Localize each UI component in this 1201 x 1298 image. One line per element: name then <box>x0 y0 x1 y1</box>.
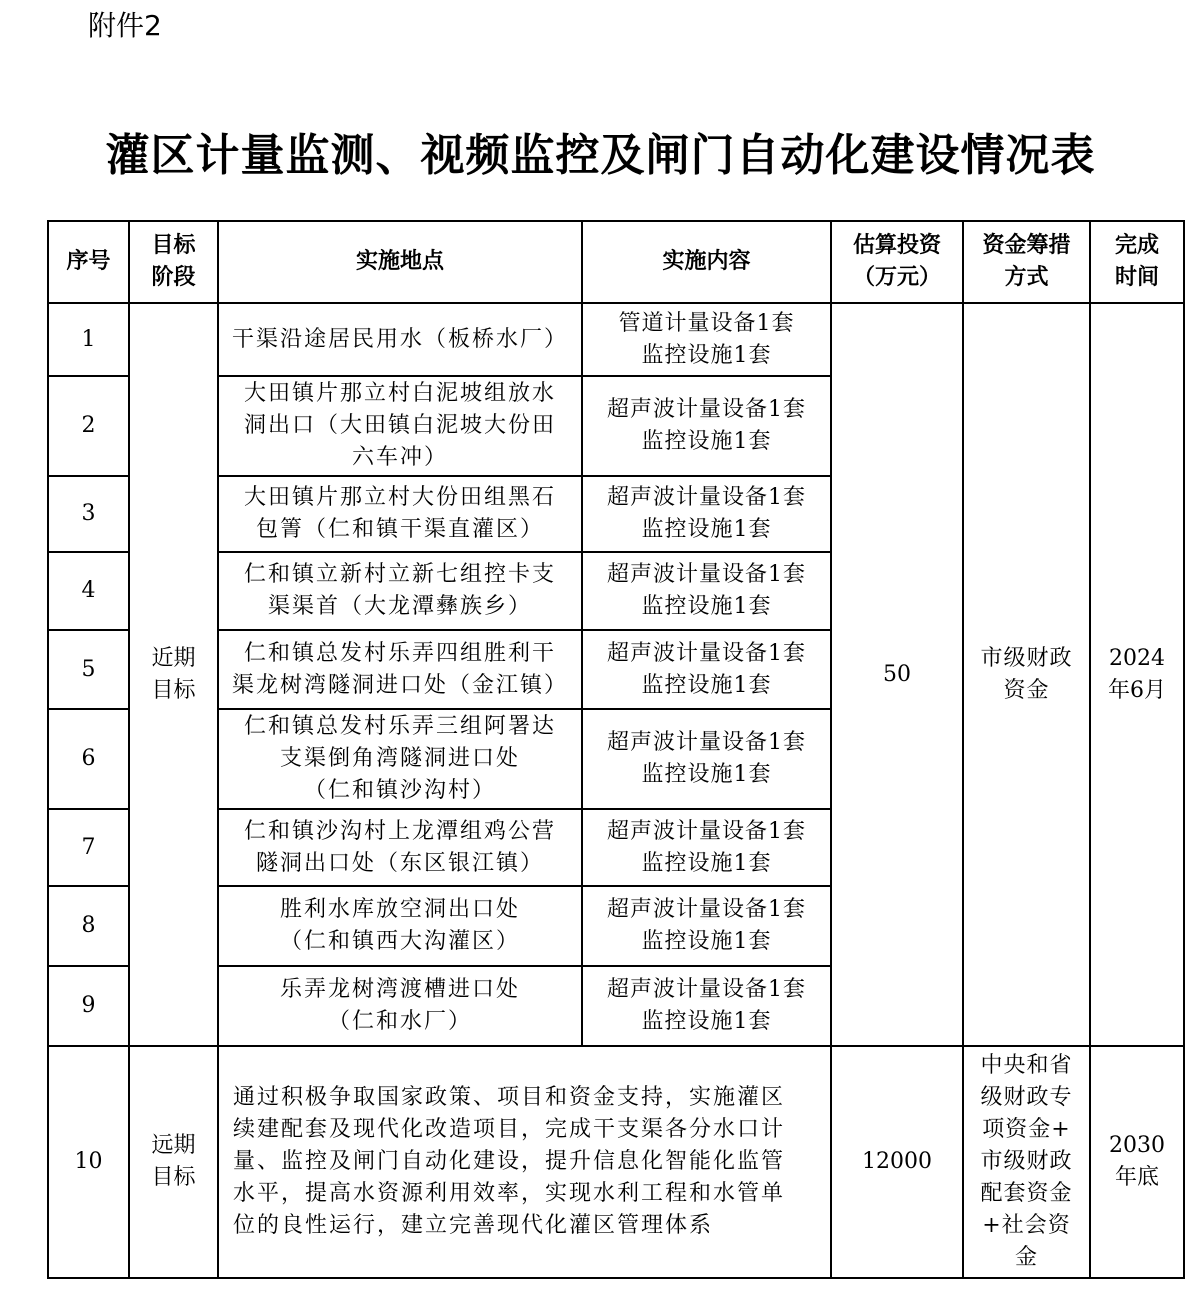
description-line: 通过积极争取国家政策、项目和资金支持，实施灌区 <box>233 1085 786 1110</box>
content-line: 超声波计量设备1套 <box>607 397 806 422</box>
content-line: 监控设施1套 <box>641 594 772 619</box>
location-line: 六车冲） <box>351 445 448 470</box>
description-line: 位的良性运行，建立完善现代化灌区管理体系 <box>233 1213 714 1238</box>
row-location <box>218 709 582 809</box>
row-seq: 2 <box>48 376 129 476</box>
content-line: 监控设施1套 <box>641 342 772 368</box>
header-funding <box>963 221 1090 303</box>
long-term-stage-line1: 远期 <box>151 1133 196 1158</box>
header-funding-line1: 资金筹措 <box>982 233 1071 258</box>
content-line: 监控设施1套 <box>641 929 772 954</box>
funding-line: 金 <box>1014 1245 1038 1270</box>
location-line: 仁和镇沙沟村上龙潭组鸡公营 <box>243 818 556 844</box>
header-funding-line2: 方式 <box>1004 265 1049 290</box>
location-line: 胜利水库放空洞出口处 <box>279 897 520 922</box>
page-title: 灌区计量监测、视频监控及闸门自动化建设情况表 <box>105 130 1096 181</box>
location-line: 仁和镇立新村立新七组控卡支 <box>243 562 556 587</box>
content-line: 监控设施1套 <box>641 517 772 542</box>
location-line: 乐弄龙树湾渡槽进口处 <box>279 977 520 1002</box>
header-time-line1: 完成 <box>1114 233 1159 258</box>
long-term-stage <box>129 1046 218 1278</box>
location-line: 包箐（仁和镇干渠直灌区） <box>255 517 544 542</box>
near-term-time-line1: 2024 <box>1109 645 1165 671</box>
funding-line: 市级财政 <box>980 1149 1073 1174</box>
location-line: 仁和镇总发村乐弄三组阿署达 <box>243 714 556 739</box>
long-term-funding <box>963 1046 1090 1278</box>
funding-line: 配套资金 <box>980 1181 1073 1206</box>
header-row <box>48 221 1184 303</box>
row-content <box>582 552 831 630</box>
row-seq: 5 <box>48 630 129 709</box>
row-seq: 8 <box>48 886 129 966</box>
header-investment <box>831 221 963 303</box>
row-seq: 10 <box>48 1046 129 1278</box>
header-location: 实施地点 <box>218 221 582 303</box>
near-term-stage-line2: 目标 <box>151 677 196 703</box>
content-line: 监控设施1套 <box>641 672 772 698</box>
row-location <box>218 303 582 376</box>
funding-line: +社会资 <box>982 1213 1071 1238</box>
near-term-stage-line1: 近期 <box>151 645 196 671</box>
construction-table <box>47 220 1185 1279</box>
header-investment-line2: （万元） <box>852 265 941 290</box>
location-line: （仁和水厂） <box>327 1009 472 1034</box>
location-line: 渠龙树湾隧洞进口处（金江镇） <box>231 672 568 698</box>
funding-line: 级财政专 <box>980 1085 1073 1110</box>
header-stage-line2: 阶段 <box>151 265 196 290</box>
header-content: 实施内容 <box>582 221 831 303</box>
near-term-funding-line1: 市级财政 <box>980 645 1073 671</box>
row-location <box>218 376 582 476</box>
long-term-time-line1: 2030 <box>1109 1133 1165 1158</box>
location-line: （仁和镇沙沟村） <box>303 778 496 803</box>
long-term-time-line2: 年底 <box>1114 1165 1159 1190</box>
row-content <box>582 630 831 709</box>
location-line: 隧洞出口处（东区银江镇） <box>255 850 544 876</box>
content-line: 超声波计量设备1套 <box>607 730 806 755</box>
description-line: 续建配套及现代化改造项目，完成干支渠各分水口计 <box>233 1117 786 1142</box>
long-term-time <box>1090 1046 1184 1278</box>
location-line: 大田镇片那立村白泥坡组放水 <box>243 381 556 406</box>
content-line: 监控设施1套 <box>641 1009 772 1034</box>
header-stage <box>129 221 218 303</box>
location-line: 大田镇片那立村大份田组黑石 <box>243 485 556 510</box>
long-term-stage-line2: 目标 <box>151 1165 196 1190</box>
row-content <box>582 966 831 1046</box>
funding-line: 项资金+ <box>982 1117 1071 1142</box>
location-line: 仁和镇总发村乐弄四组胜利干 <box>243 640 556 666</box>
row-location <box>218 886 582 966</box>
location-line: 洞出口（大田镇白泥坡大份田 <box>243 413 556 438</box>
funding-line: 中央和省 <box>980 1053 1073 1078</box>
near-term-funding <box>963 303 1090 1046</box>
row-seq: 7 <box>48 809 129 886</box>
row-location <box>218 552 582 630</box>
content-line: 监控设施1套 <box>641 429 772 454</box>
row-location <box>218 476 582 552</box>
row-seq: 9 <box>48 966 129 1046</box>
header-seq: 序号 <box>48 221 129 303</box>
near-term-funding-line2: 资金 <box>1003 677 1050 703</box>
row-content <box>582 303 831 376</box>
content-line: 管道计量设备1套 <box>618 310 795 336</box>
near-term-time <box>1090 303 1184 1046</box>
row-location <box>218 809 582 886</box>
content-line: 监控设施1套 <box>641 762 772 787</box>
content-line: 超声波计量设备1套 <box>607 897 806 922</box>
row-seq: 1 <box>48 303 129 376</box>
location-line: 支渠倒角湾隧洞进口处 <box>279 746 520 771</box>
row-seq: 3 <box>48 476 129 552</box>
header-time-line2: 时间 <box>1114 265 1159 290</box>
near-term-time-line2: 年6月 <box>1108 677 1166 703</box>
description-line: 水平，提高水资源利用效率，实现水利工程和水管单 <box>233 1181 786 1206</box>
near-term-stage <box>129 303 218 1046</box>
header-stage-line1: 目标 <box>151 233 196 258</box>
long-term-row <box>48 1046 1184 1278</box>
long-term-investment: 12000 <box>831 1046 963 1278</box>
row-content <box>582 886 831 966</box>
row-location <box>218 966 582 1046</box>
content-line: 超声波计量设备1套 <box>607 640 806 666</box>
header-investment-line1: 估算投资 <box>852 233 941 258</box>
row-seq: 4 <box>48 552 129 630</box>
content-line: 超声波计量设备1套 <box>607 818 806 844</box>
location-line: 渠渠首（大龙潭彝族乡） <box>267 594 532 619</box>
header-time <box>1090 221 1184 303</box>
row-content <box>582 809 831 886</box>
description-line: 量、监控及闸门自动化建设，提升信息化智能化监管 <box>233 1149 786 1174</box>
location-line: 干渠沿途居民用水（板桥水厂） <box>231 326 568 352</box>
row-seq: 6 <box>48 709 129 809</box>
row-location <box>218 630 582 709</box>
attachment-label: 附件2 <box>88 9 162 42</box>
long-term-description <box>218 1046 831 1278</box>
content-line: 超声波计量设备1套 <box>607 562 806 587</box>
row-content <box>582 376 831 476</box>
table-row <box>48 303 1184 376</box>
row-content <box>582 709 831 809</box>
content-line: 超声波计量设备1套 <box>607 977 806 1002</box>
content-line: 超声波计量设备1套 <box>607 485 806 510</box>
near-term-investment: 50 <box>831 303 963 1046</box>
row-content <box>582 476 831 552</box>
content-line: 监控设施1套 <box>641 850 772 876</box>
location-line: （仁和镇西大沟灌区） <box>279 929 520 954</box>
